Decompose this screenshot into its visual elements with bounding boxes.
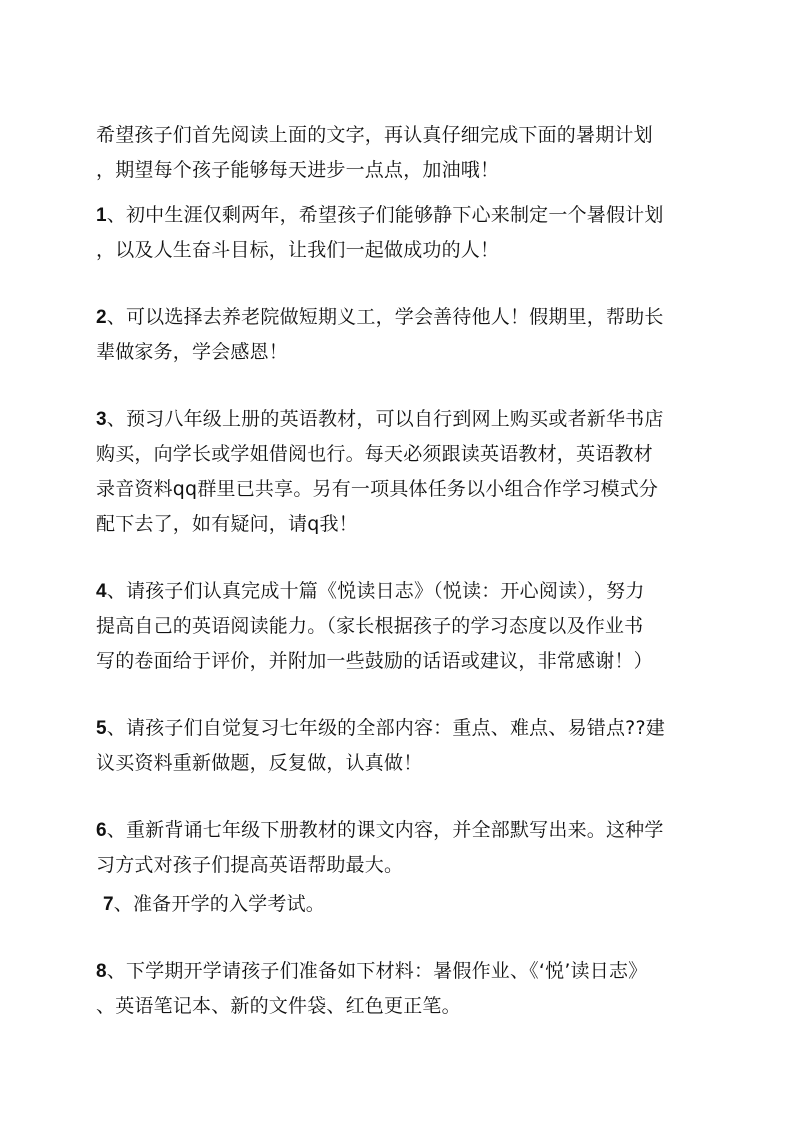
list-item-6 <box>96 813 706 883</box>
intro-paragraph: 希望孩子们首先阅读上面的文字，再认真仔细完成下面的暑期计划 ，期望每个孩子能够每天进步一点点，加油哦！ <box>96 124 653 181</box>
item-number: 5 <box>96 718 107 739</box>
list-item-5 <box>96 711 706 781</box>
list-item-3 <box>96 402 706 542</box>
list-item-2 <box>96 300 706 370</box>
item-text: 、预习八年级上册的英语教材，可以自行到网上购买或者新华书店 购买，向学长或学姐借阅也行。每天必须跟读英语教材，英语教材 录音资料qq群里已共享。另有一项具体任务以小组合作学习模式分 配下去了，如有疑问，请q我！ <box>96 408 664 535</box>
item-text: 、准备开学的入学考试。 <box>113 893 325 915</box>
list-item-7 <box>96 887 706 922</box>
document-body <box>96 118 706 1024</box>
item-text: 、下学期开学请孩子们准备如下材料：暑假作业、《‘悦’读日志》 、英语笔记本、新的文件袋、红色更正笔。 <box>96 960 648 1017</box>
item-number: 2 <box>96 307 107 328</box>
item-number: 1 <box>96 205 107 226</box>
item-number: 6 <box>96 820 107 841</box>
item-text: 、初中生涯仅剩两年，希望孩子们能够静下心来制定一个暑假计划 ，以及人生奋斗目标，让我们一起做成功的人！ <box>96 204 664 261</box>
item-number: 8 <box>96 961 107 982</box>
item-text: 、请孩子们自觉复习七年级的全部内容：重点、难点、易错点??建 议买资料重新做题，反复做，认真做！ <box>96 717 665 774</box>
list-item-4 <box>96 574 706 679</box>
item-number: 7 <box>103 894 114 915</box>
list-item-1 <box>96 198 706 268</box>
item-number: 3 <box>96 409 107 430</box>
item-text: 、可以选择去养老院做短期义工，学会善待他人！假期里，帮助长 辈做家务，学会感恩！ <box>96 306 664 363</box>
list-item-8 <box>96 954 706 1024</box>
item-text: 、请孩子们认真完成十篇《悦读日志》（悦读：开心阅读），努力 提高自己的英语阅读能力。（家长根据孩子的学习态度以及作业书 写的卷面给于评价，并附加一些鼓励的话语或建议，非常感谢！） <box>96 580 653 672</box>
item-number: 4 <box>96 581 107 602</box>
item-text: 、重新背诵七年级下册教材的课文内容，并全部默写出来。这种学 习方式对孩子们提高英语帮助最大。 <box>96 819 664 876</box>
